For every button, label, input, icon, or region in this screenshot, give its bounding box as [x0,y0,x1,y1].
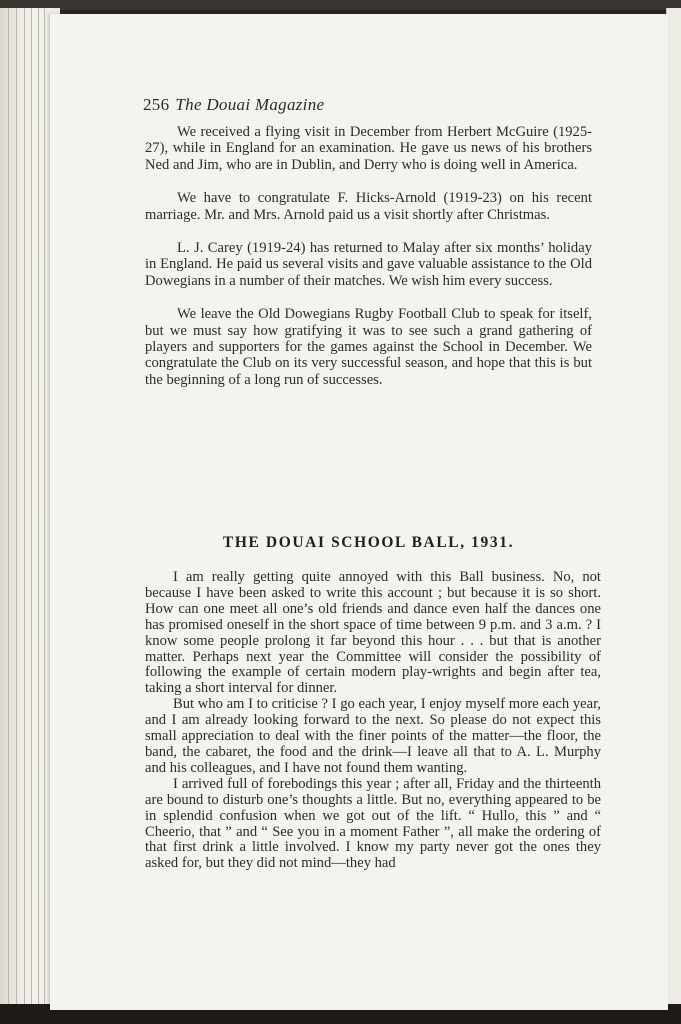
article-paragraph: I arrived full of forebodings this year ; after all, Friday and the thirteenth are bound to disturb one’s thoughts a little. But no, everything appeared to be in splendid confusion when we got out of the lift. “ Hullo, this ” and “ Cheerio, that ” and “ See you in a moment Father ”, all make the ordering of that first drink a little involved. I know my party never got the ones they asked for, but they did not mind—they had [145,775,601,872]
article-title: THE DOUAI SCHOOL BALL, 1931. [222,534,515,551]
book-right-edge [666,8,681,1008]
scan-top-edge [0,0,681,10]
document-page [50,14,668,1010]
article-body [145,570,601,872]
running-header [143,95,324,115]
magazine-title: The Douai Magazine [175,95,325,114]
page-number: 256 [143,95,170,114]
note-paragraph: L. J. Carey (1919-24) has returned to Malay after six months’ holiday in England. He paid us several visits and gave valuable assistance to the Old Dowegians in a number of their matches. We wish him every success. [145,240,592,289]
note-paragraph: We received a flying visit in December from Herbert McGuire (1925-27), while in England for an examination. He gave us news of his brothers Ned and Jim, who are in Dublin, and Derry who is doing well in America. [145,124,592,173]
old-boys-notes [145,124,592,388]
note-paragraph: We have to congratulate F. Hicks-Arnold (1919-23) on his recent marriage. Mr. and Mrs. Arnold paid us a visit shortly after Christmas. [145,190,592,223]
note-paragraph: We leave the Old Dowegians Rugby Football Club to speak for itself, but we must say how gratifying it was to see such a grand gathering of players and supporters for the games against the School in December. We congratulate the Club on its very successful season, and hope that this is but the beginning of a long run of successes. [145,306,592,388]
article-paragraph: But who am I to criticise ? I go each year, I enjoy myself more each year, and I am already looking forward to the next. So please do not expect this small appreciation to deal with the finer points of the matter—the floor, the band, the cabaret, the food and the drink—I leave all that to A. L. Murphy and his colleagues, and I have not found them wanting. [145,696,601,776]
article-paragraph: I am really getting quite annoyed with this Ball business. No, not because I have been asked to write this account ; but because it is so short. How can one meet all one’s old friends and dance even half the dances one has promised oneself in the short space of time between 9 p.m. and 3 a.m. ? I know some people prolong it far beyond this hour . . . but that is another matter. Perhaps next year the Committee will consider the possibility of following the example of certain modern play-wrights and begin after tea, taking a short interval for dinner. [145,569,601,697]
